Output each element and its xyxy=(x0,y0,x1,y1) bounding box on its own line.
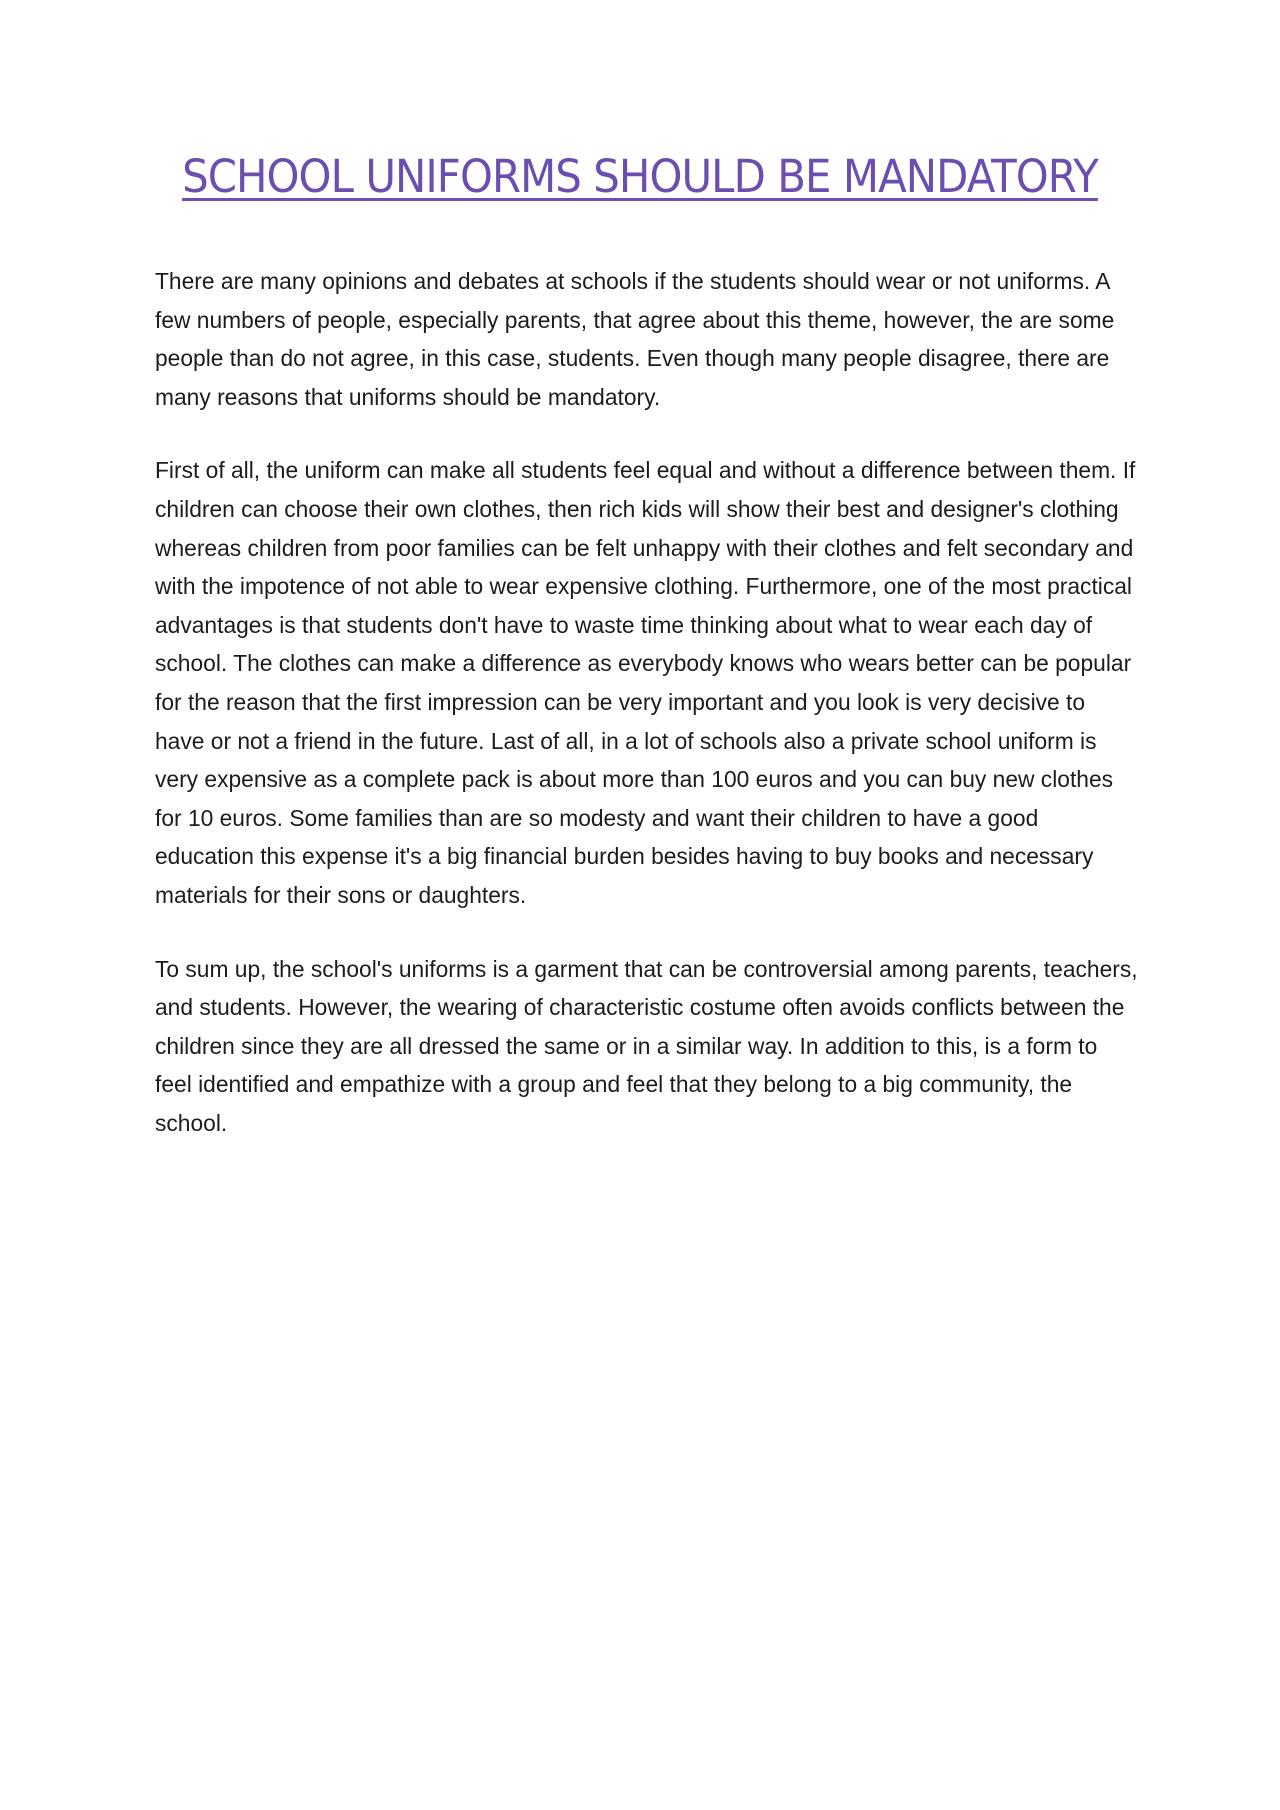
paragraph-conclusion: To sum up, the school's uniforms is a garment that can be controversial among parents, teachers, and students. However, the wearing of characteristic costume often avoids conflicts between the children since they are all dressed the same or in a similar way. In addition to this, is a form to feel identified and empathize with a group and feel that they belong to a big community, the school. xyxy=(155,955,1138,1136)
paragraph-arguments: First of all, the uniform can make all students feel equal and without a difference between them. If children can choose their own clothes, then rich kids will show their best and designer's clothing whereas children from poor families can be felt unhappy with their clothes and felt secondary and with the impotence of not able to wear expensive clothing. Furthermore, one of the most practical advantages is that students don't have to waste time thinking about what to wear each day of school. The clothes can make a difference as everybody knows who wears better can be popular for the reason that the first impression can be very important and you look is very decisive to have or not a friend in the future. Last of all, in a lot of schools also a private school uniform is very expensive as a complete pack is about more than 100 euros and you can buy new clothes for 10 euros. Some families than are so modesty and want their children to have a good education this expense it's a big financial burden besides having to buy books and necessary materials for their sons or daughters. xyxy=(155,457,1136,908)
document-title-text: SCHOOL UNIFORMS SHOULD BE MANDATORY xyxy=(182,150,1098,203)
paragraph-introduction: There are many opinions and debates at schools if the students should wear or not uniforms. A few numbers of people, especially parents, that agree about this theme, however, the are some people than do not agree, in this case, students. Even though many people disagree, there are many reasons that uniforms should be mandatory. xyxy=(155,268,1115,410)
document-body xyxy=(155,262,1140,1177)
document-title xyxy=(45,148,1235,207)
